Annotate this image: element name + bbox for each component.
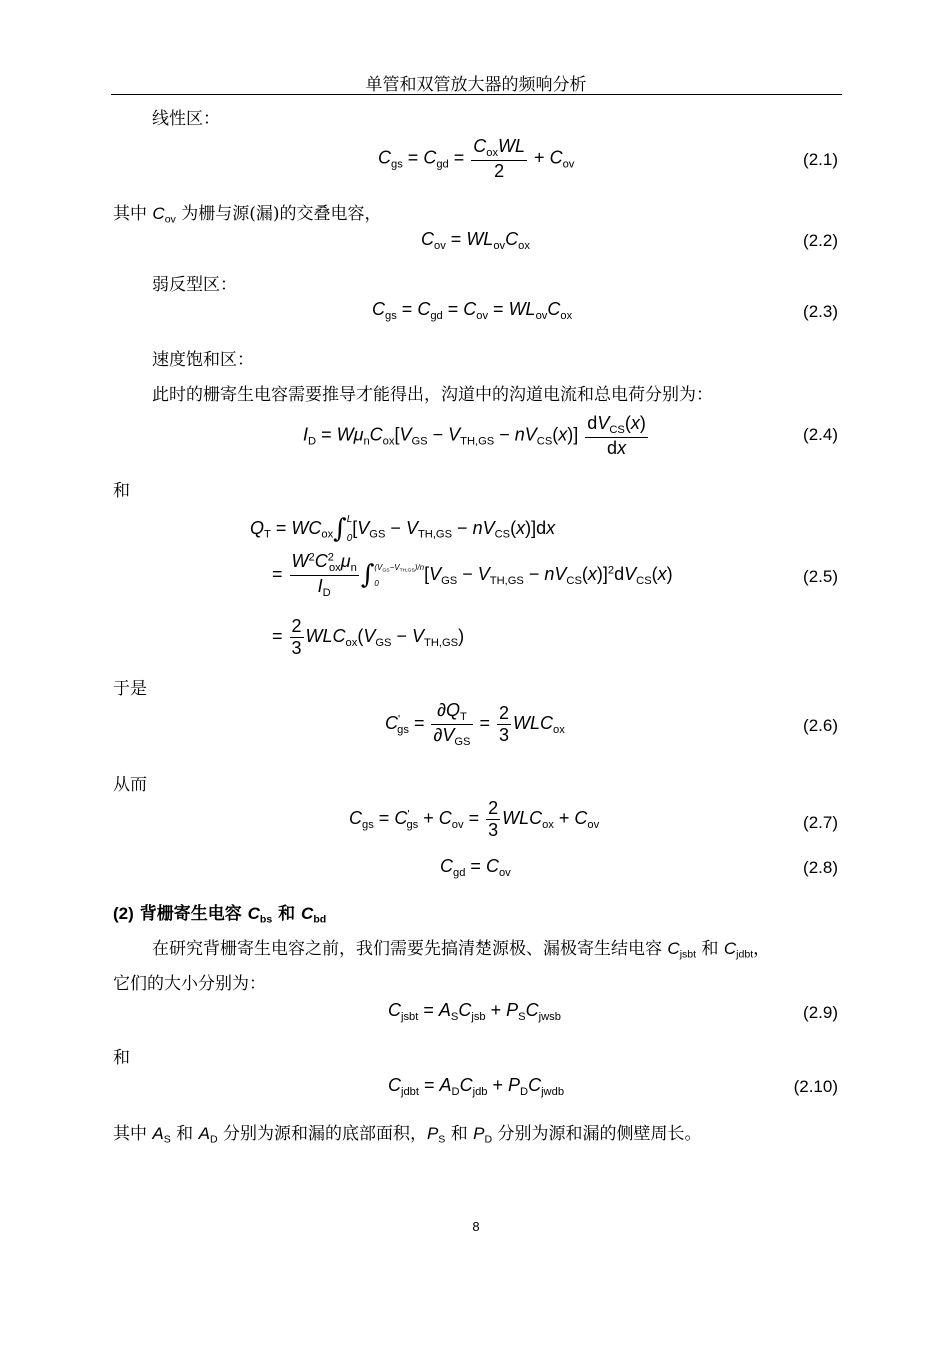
final-definition: 其中 $A_S$ 和 $A_D$ 分别为源和漏的底部面积，$P_S$ 和 $P_D$ 分别为源和漏的侧壁周长。 xyxy=(113,1124,702,1146)
equation-number-2-2: (2.2) xyxy=(803,231,838,250)
equation-2-10: $C_{jdbt} = A_DC_{jdb} + P_DC_{jwdb}$ xyxy=(388,1075,565,1098)
and-label-1: 和 xyxy=(113,481,130,501)
equation-number-2-3: (2.3) xyxy=(803,302,838,321)
equation-number-2-5: (2.5) xyxy=(803,567,838,586)
gate-cap-intro: 此时的栅寄生电容需要推导才能得出，沟道中的沟道电流和总电荷分别为： xyxy=(152,385,713,405)
equation-number-2-8: (2.8) xyxy=(803,858,838,877)
equation-2-3: $C_{gs} = C_{gd} = C_{ov} = WL_{ov}C_{ox}$ xyxy=(372,299,573,322)
cov-definition: 其中 $C_{ov}$ 为栅与源(漏)的交叠电容， xyxy=(113,204,382,226)
page-header-title: 单管和双管放大器的频响分析 xyxy=(365,75,587,95)
equation-number-2-9: (2.9) xyxy=(803,1003,838,1022)
thus-label: 于是 xyxy=(113,679,147,699)
equation-2-4: $I_D = W\mu_nC_{ox}[V_{GS} - V_{TH,GS} - nV_{CS}(x)]$ $\frac{dV_{CS}(x)}{dx}$ xyxy=(303,413,646,458)
equation-2-8: $C_{gd} = C_{ov}$ xyxy=(440,856,511,879)
header-rule xyxy=(111,94,842,95)
section-heading-backgate: (2) 背栅寄生电容 $C_{bs}$ 和 $C_{bd}$ xyxy=(113,904,327,926)
equation-2-2: $C_{ov} = WL_{ov}C_{ox}$ xyxy=(421,229,530,252)
equation-2-5-line-1: $Q_T = WC_{ox}\int L$ $0[V_{GS} - V_{TH,GS} - nV_{CS}(x)]dx$ xyxy=(250,514,556,544)
equation-2-5-line-3: = $\frac{2}{3}$ $WLC_{ox}(V_{GS} - V_{TH,GS})$ xyxy=(272,616,465,658)
equation-number-2-4: (2.4) xyxy=(803,425,838,444)
and-label-2: 和 xyxy=(113,1048,130,1068)
equation-number-2-7: (2.7) xyxy=(803,813,838,832)
velocity-saturation-label: 速度饱和区： xyxy=(152,350,254,370)
equation-2-5-line-2: = $\frac{W^2C^2_{ox}\mu_n}{I_D}$ $\int(V_{GS}-V_{TH,GS})/n$ 0 $[V_{GS} - V_{TH,GS} - nV_{CS}(x)]^2dV_{CS}(x)$ xyxy=(272,551,673,599)
equation-number-2-6: (2.6) xyxy=(803,716,838,735)
weak-inversion-label: 弱反型区： xyxy=(152,275,237,295)
page-number: 8 xyxy=(472,1219,480,1234)
equation-number-2-1: (2.1) xyxy=(803,150,838,169)
equation-number-2-10: (2.10) xyxy=(793,1077,838,1096)
equation-2-1: $C_{gs} = C_{gd}$ = $\frac{C_{ox}WL}{2}$ + $C_{ov}$ xyxy=(378,136,575,181)
backgate-paragraph-line-1: 在研究背栅寄生电容之前，我们需要先搞清楚源极、漏极寄生结电容 $C_{jsbt}$ 和 $C_{jdbt}$， xyxy=(152,939,771,961)
therefore-label: 从而 xyxy=(113,775,147,795)
equation-2-9: $C_{jsbt} = A_SC_{jsb} + P_SC_{jwsb}$ xyxy=(388,1000,561,1023)
linear-region-label: 线性区： xyxy=(152,109,220,129)
equation-2-6: $C'_{gs}$ = $\frac{\partial Q_T}{\partial V_{GS}}$ = $\frac{2}{3}$ $WLC_{ox}$ xyxy=(385,700,565,748)
backgate-paragraph-line-2: 它们的大小分别为： xyxy=(113,974,266,994)
equation-2-7: $C_{gs} = C'_{gs} + C_{ov}$ = $\frac{2}{3}$ $WLC_{ox} + C_{ov}$ xyxy=(349,798,600,840)
